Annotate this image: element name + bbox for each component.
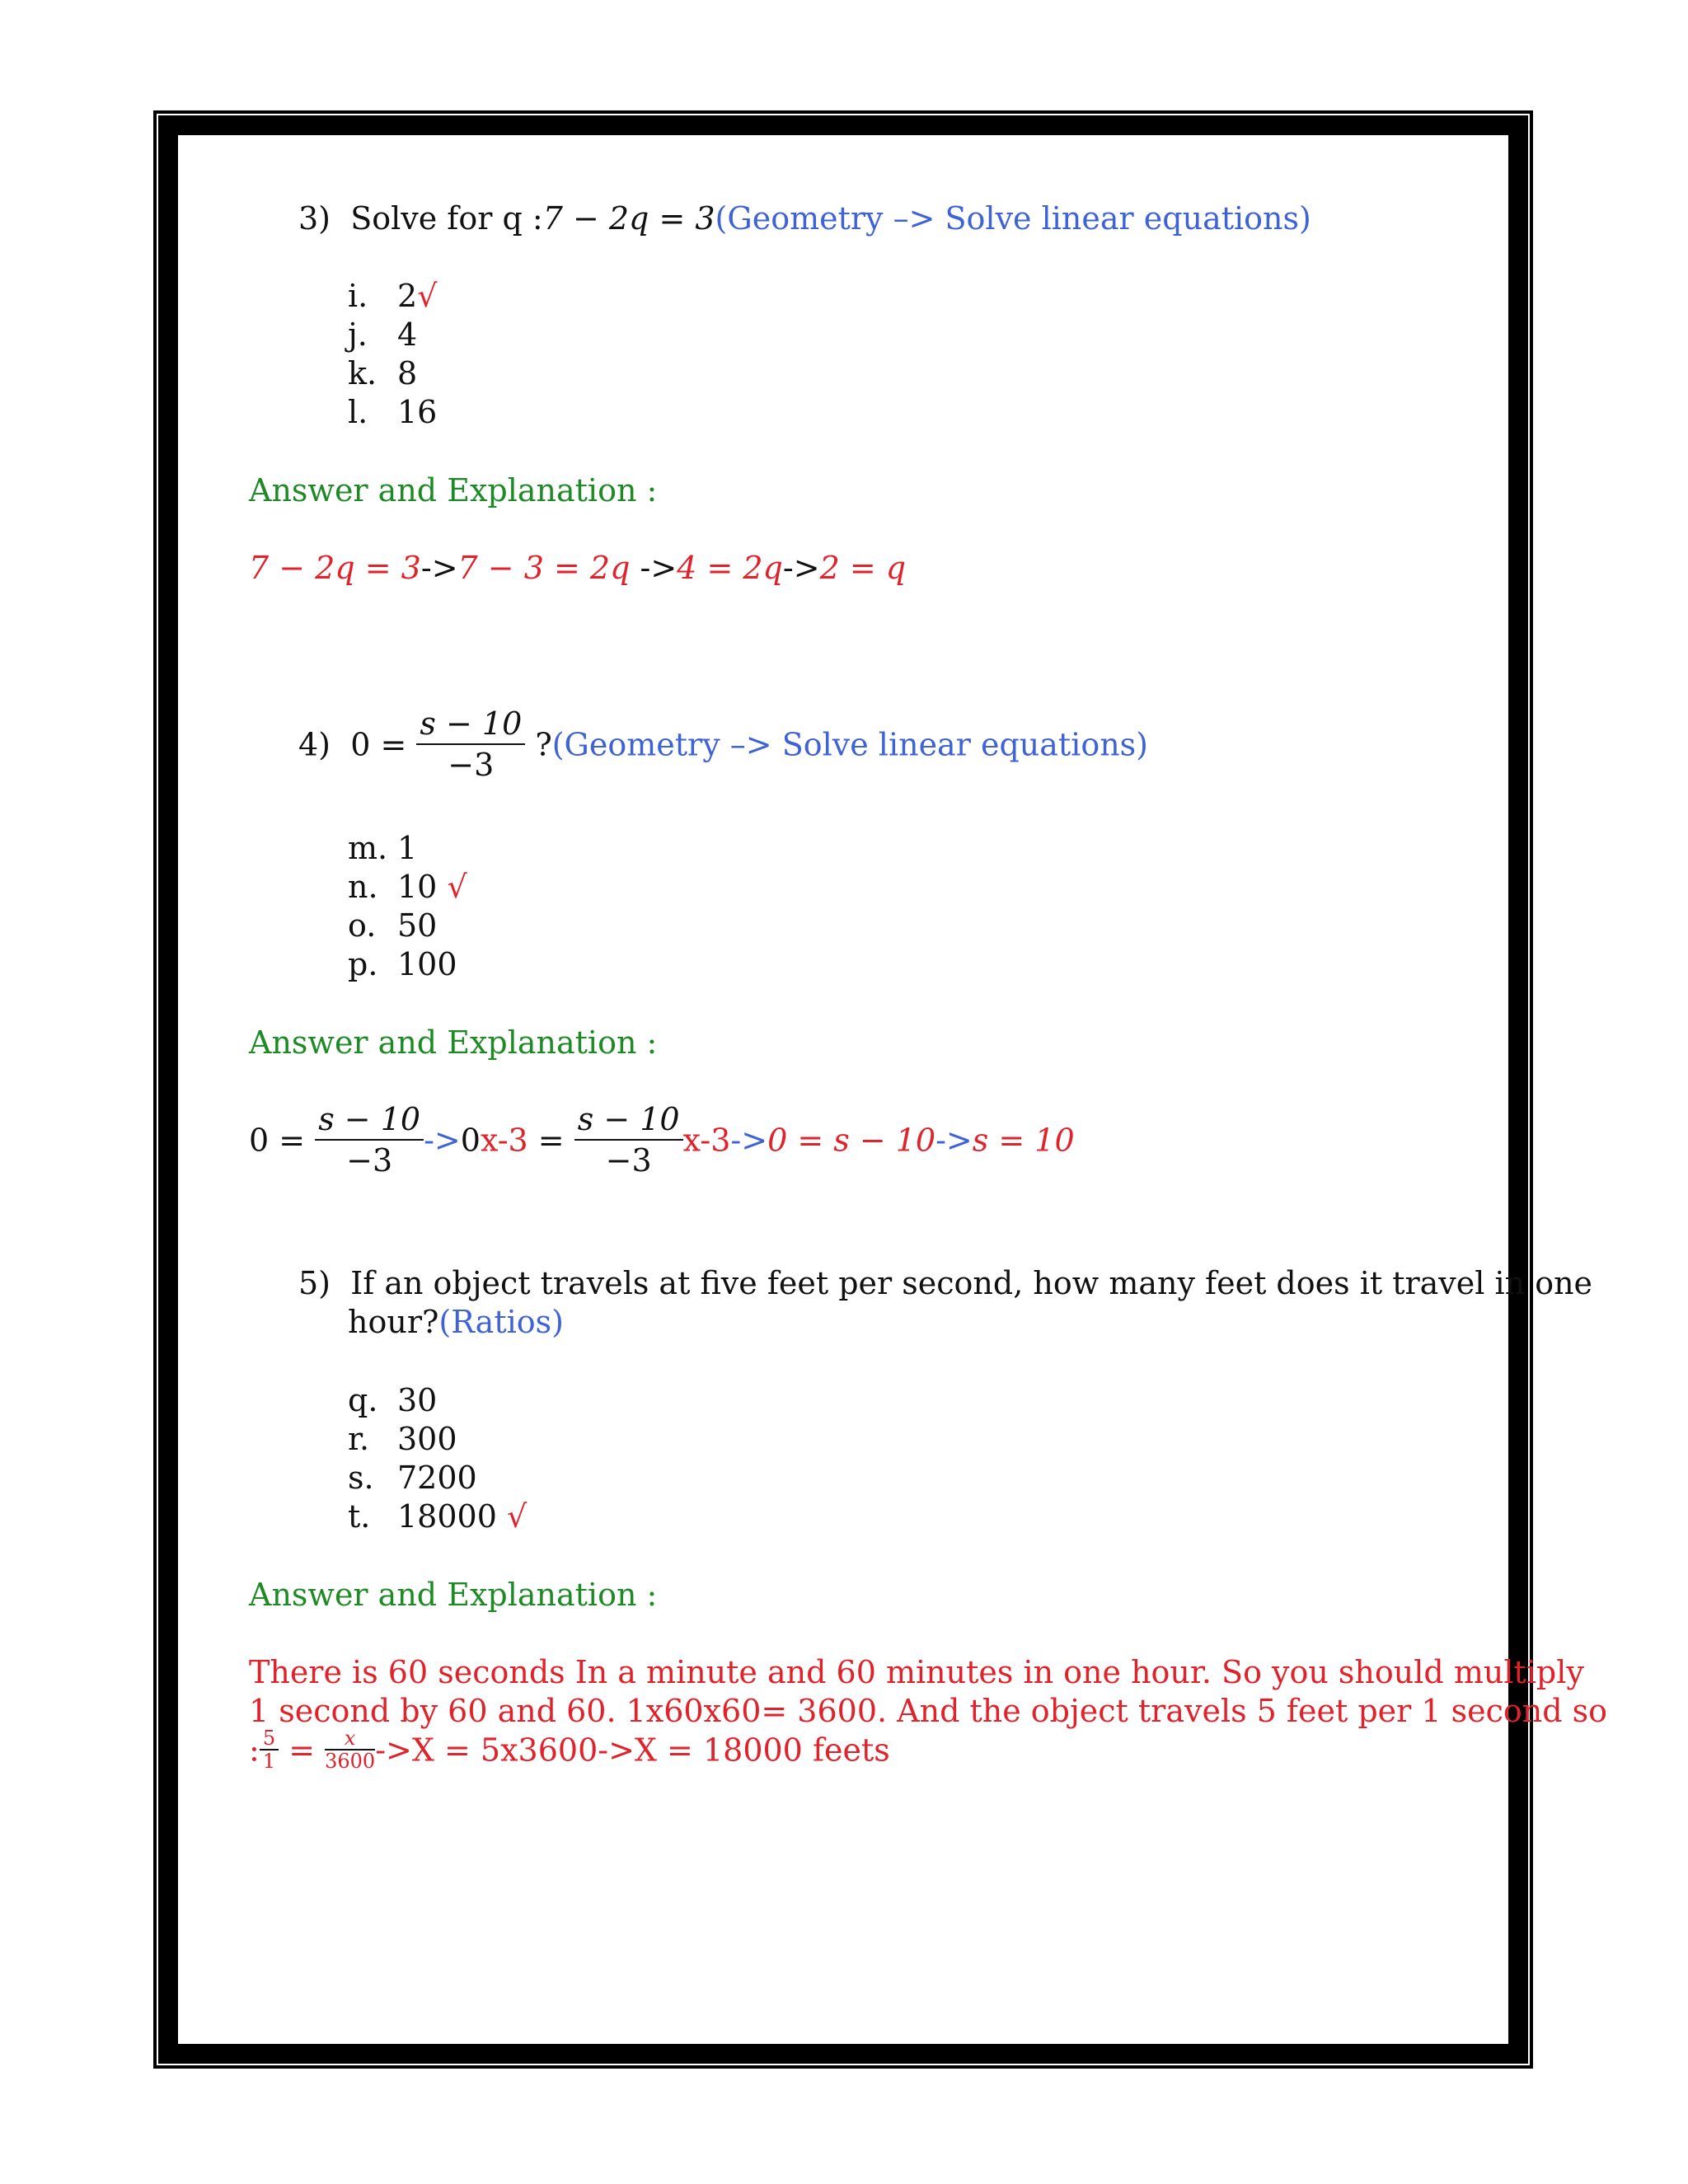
option-q: q. 30 xyxy=(348,1382,438,1418)
topic-tag: (Geometry –> Solve linear equations) xyxy=(715,200,1311,237)
option-n: n. 10 √ xyxy=(348,869,467,905)
fraction: $\frac{s - 10}{-3}$ xyxy=(416,704,525,785)
option-i: i. 2√ xyxy=(348,278,438,314)
option-j: j. 4 xyxy=(348,316,418,353)
check-mark-icon: √ xyxy=(447,869,467,905)
question-text: If an object travels at five feet per second, how many feet does it travel in one xyxy=(350,1265,1593,1301)
question-number: 3) xyxy=(298,200,331,237)
option-r: r. 300 xyxy=(348,1421,457,1457)
option-t: t. 18000 √ xyxy=(348,1498,528,1535)
topic-tag: (Geometry –> Solve linear equations) xyxy=(551,726,1148,763)
answer-heading: Answer and Explanation : xyxy=(249,1577,658,1613)
answer-heading: Answer and Explanation : xyxy=(249,1024,658,1061)
explanation-line-1: There is 60 seconds In a minute and 60 minutes in one hour. So you should multiply xyxy=(249,1654,1584,1690)
solution-steps: 7 − 2q = 3->7 − 3 = 2q ->4 = 2q->2 = q xyxy=(249,550,907,586)
option-s: s. 7200 xyxy=(348,1460,477,1496)
question-4: 4) 0 = $\frac{s - 10}{-3}$ ?(Geometry –> Solve linear equations) xyxy=(298,705,1148,783)
answer-heading: Answer and Explanation : xyxy=(249,472,658,509)
solution-steps: 0 = $\frac{s - 10}{-3}$ ->0x-3 = $\frac{s - 10}{-3}$ x-3->0 = s − 10->s = 10 xyxy=(249,1101,1075,1179)
question-number: 4) xyxy=(298,726,331,763)
question-number: 5) xyxy=(298,1265,331,1301)
topic-tag: (Ratios) xyxy=(438,1304,564,1340)
question-5-line2: hour?(Ratios) xyxy=(348,1304,564,1340)
option-o: o. 50 xyxy=(348,907,438,944)
check-mark-icon: √ xyxy=(506,1498,528,1535)
equation: 7 − 2q = 3 xyxy=(542,200,715,237)
check-mark-icon: √ xyxy=(417,278,438,314)
question-3 xyxy=(298,199,1311,237)
explanation-line-2: 1 second by 60 and 60. 1x60x60= 3600. And the object travels 5 feet per 1 second so xyxy=(249,1693,1608,1729)
option-m: m. 1 xyxy=(348,830,418,866)
option-k: k. 8 xyxy=(348,355,418,391)
question-5 xyxy=(298,1264,1592,1302)
option-p: p. 100 xyxy=(348,946,457,982)
explanation-line-3: : $\frac{5}{1}$ = $\frac{x}{3600}$ ->X = 5x3600->X = 18000 feets xyxy=(249,1727,890,1773)
question-text: Solve for q : xyxy=(350,200,543,237)
option-l: l. 16 xyxy=(348,394,438,430)
